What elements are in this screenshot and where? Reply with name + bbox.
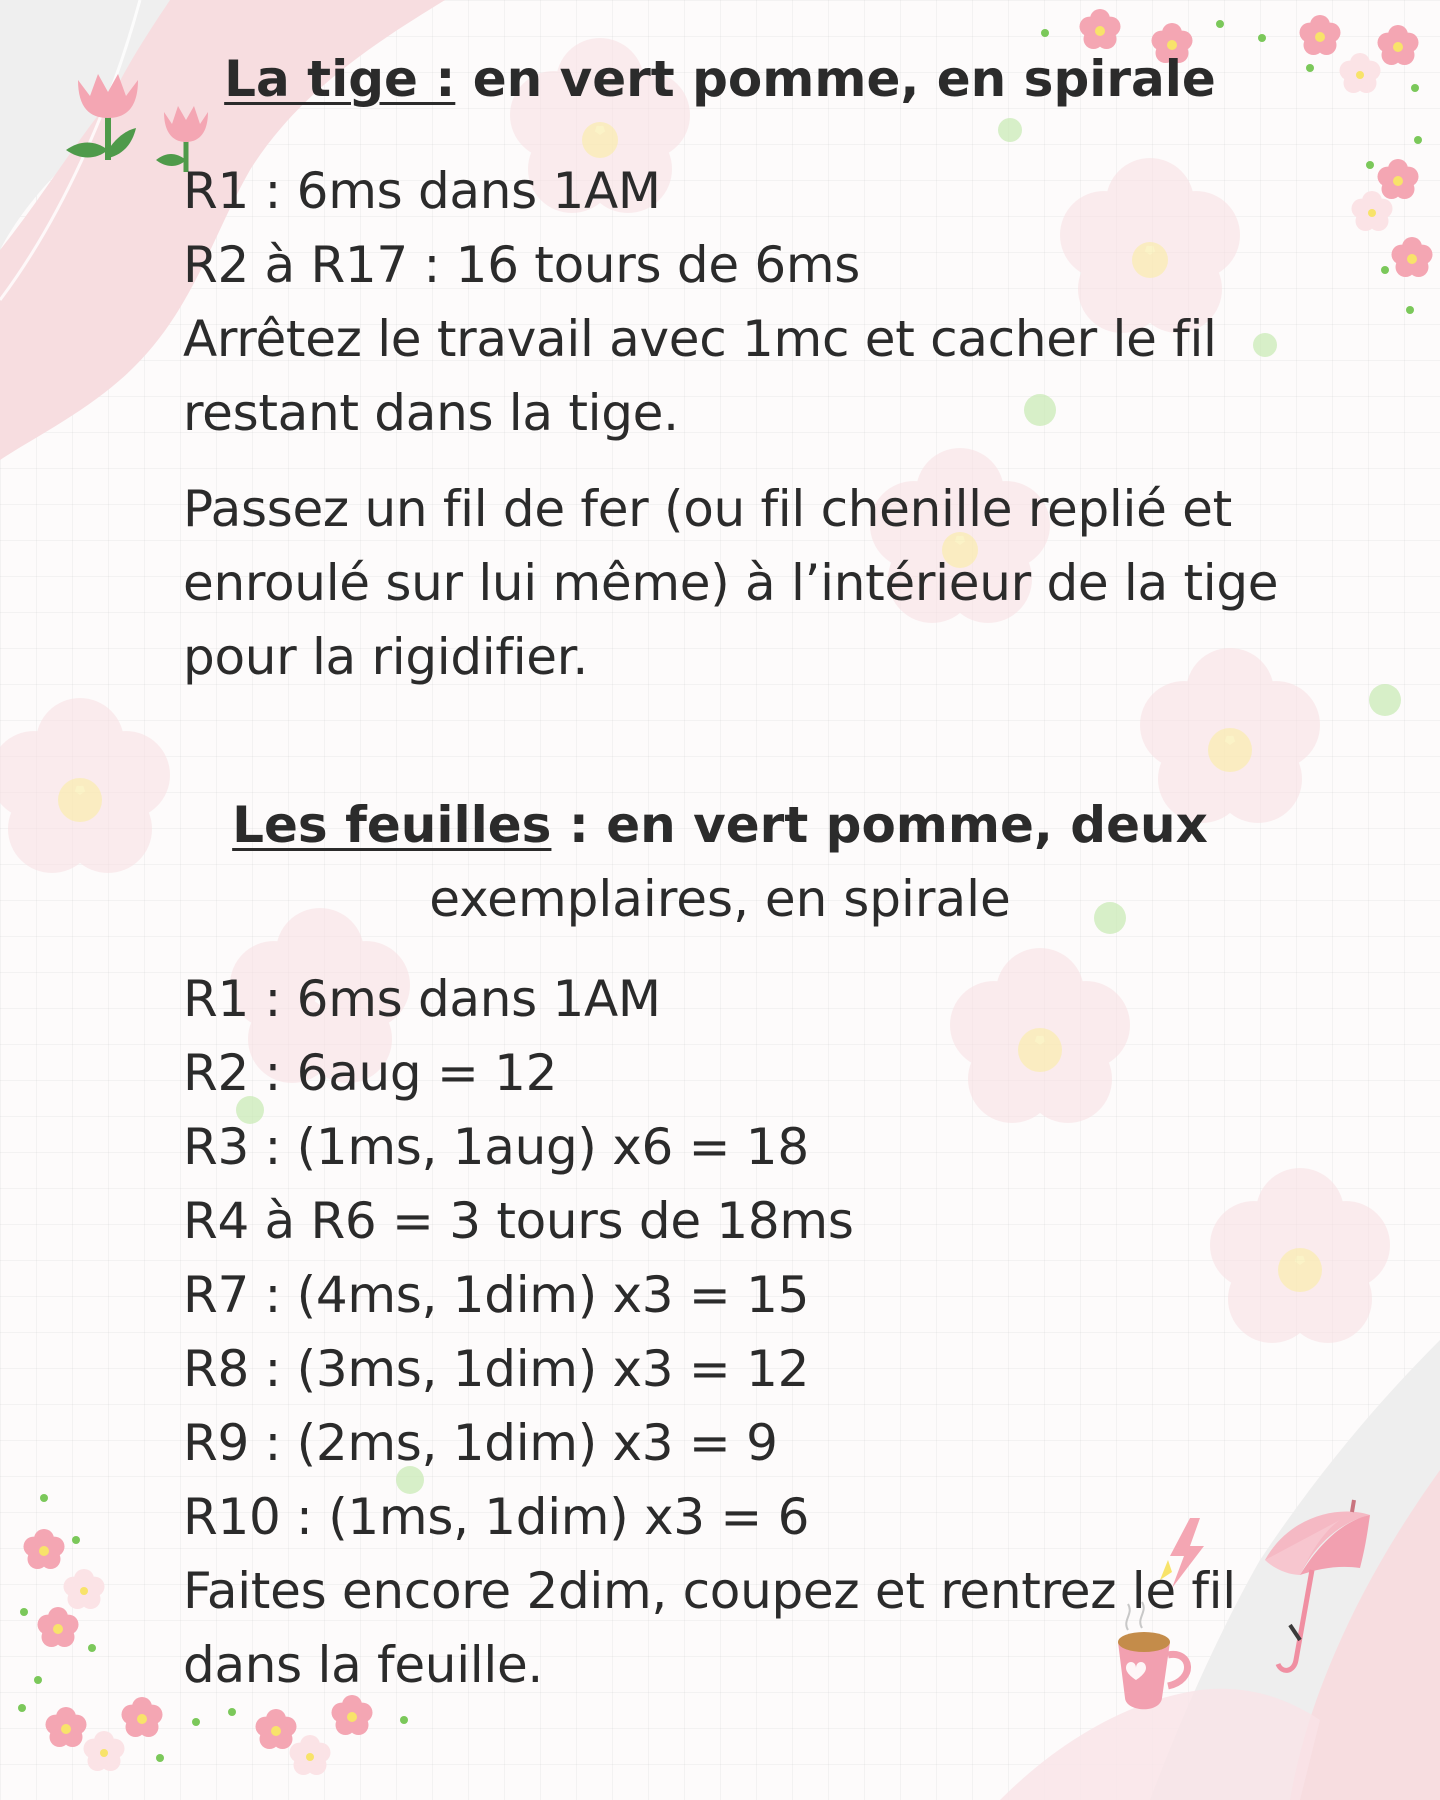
leaves-title: Les feuilles: [232, 796, 552, 854]
stem-subtitle: en vert pomme, en spirale: [472, 50, 1216, 108]
leaves-subtitle-line1: : en vert pomme, deux: [568, 796, 1208, 854]
leaves-subtitle-line2: exemplaires, en spirale: [429, 870, 1011, 928]
stem-row: R2 à R17 : 16 tours de 6ms: [183, 236, 861, 294]
leaves-heading: [0, 788, 1440, 862]
leaves-row: R10 : (1ms, 1dim) x3 = 6: [183, 1488, 810, 1546]
stem-note-line: pour la rigidifier.: [183, 628, 589, 686]
stem-row: restant dans la tige.: [183, 384, 679, 442]
leaves-row: R4 à R6 = 3 tours de 18ms: [183, 1192, 854, 1250]
stem-row: R1 : 6ms dans 1AM: [183, 162, 661, 220]
leaves-row: R2 : 6aug = 12: [183, 1044, 558, 1102]
stem-row: Arrêtez le travail avec 1mc et cacher le fil: [183, 310, 1217, 368]
stem-note-line: Passez un fil de fer (ou fil chenille replié et: [183, 480, 1232, 538]
leaves-row: R7 : (4ms, 1dim) x3 = 15: [183, 1266, 810, 1324]
stem-note-line: enroulé sur lui même) à l’intérieur de la tige: [183, 554, 1279, 612]
leaves-row: R8 : (3ms, 1dim) x3 = 12: [183, 1340, 810, 1398]
leaves-row: Faites encore 2dim, coupez et rentrez le fil: [183, 1562, 1236, 1620]
leaves-row: R1 : 6ms dans 1AM: [183, 970, 661, 1028]
stem-title: La tige :: [224, 50, 456, 108]
leaves-row: R9 : (2ms, 1dim) x3 = 9: [183, 1414, 778, 1472]
leaves-row: R3 : (1ms, 1aug) x6 = 18: [183, 1118, 809, 1176]
leaves-row: dans la feuille.: [183, 1636, 544, 1694]
stem-heading: [0, 42, 1440, 116]
